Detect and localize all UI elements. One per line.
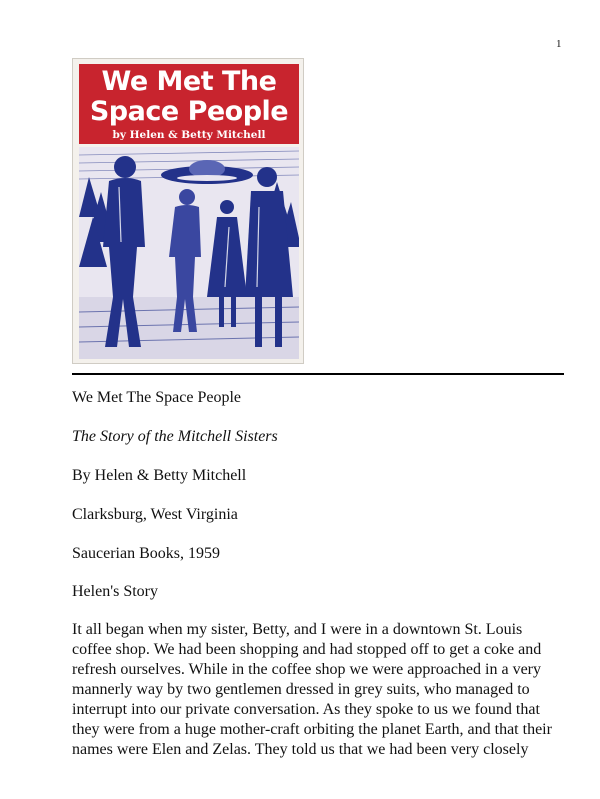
book-cover-image [72, 58, 304, 364]
document-subtitle: The Story of the Mitchell Sisters [72, 428, 278, 445]
page-number: 1 [556, 38, 562, 50]
document-place: Clarksburg, West Virginia [72, 506, 238, 523]
cover-title: We Met The Space People [89, 66, 289, 127]
horizontal-rule [72, 373, 564, 375]
document-title: We Met The Space People [72, 389, 242, 406]
document-authors: By Helen & Betty Mitchell [72, 467, 247, 484]
body-paragraph: It all began when my sister, Betty, and I were in a downtown St. Louis coffee shop. We had been shopping and had stopped off to get a coke and refresh ourselves. While in the coffee shop we were approached in a very mannerly way by two gentlemen dressed in grey suits, who managed to interrupt into our private conversation. As they spoke to us we found that they were from a huge mother-craft orbiting the planet Earth, and that their names were Elen and Zelas. They told us that we had been very closely [72, 621, 552, 758]
cover-byline: by Helen & Betty Mitchell [112, 129, 266, 141]
cover-illustration [79, 147, 299, 359]
section-heading: Helen's Story [72, 583, 158, 600]
cover-title-band [79, 64, 299, 144]
document-publisher: Saucerian Books, 1959 [72, 545, 220, 562]
